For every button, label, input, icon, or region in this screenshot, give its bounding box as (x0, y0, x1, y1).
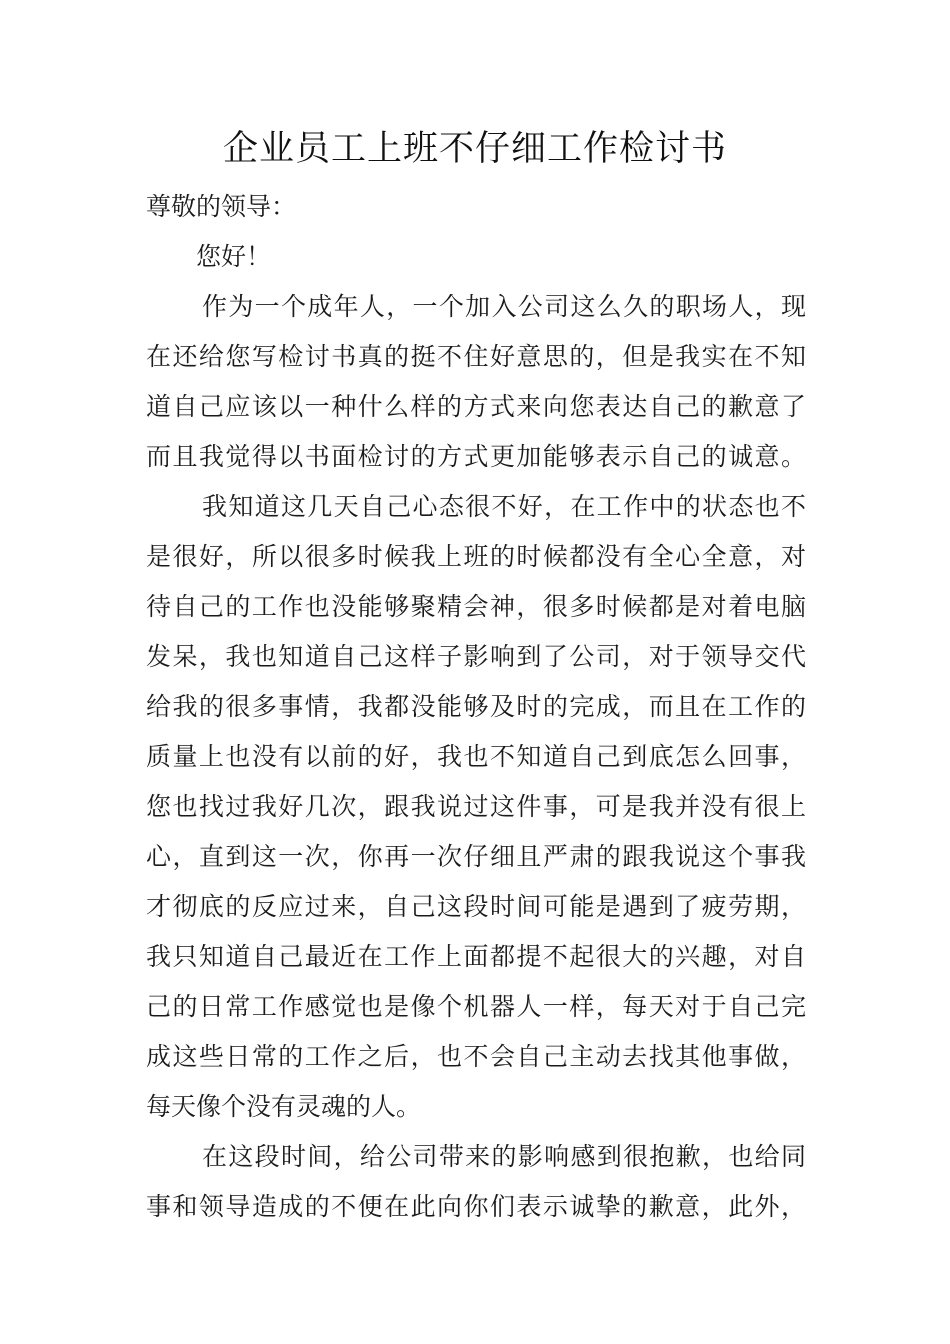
paragraph-line: 我知道这几天自己心态很不好，在工作中的状态也不 (202, 492, 806, 521)
paragraph-line: 己的日常工作感觉也是像个机器人一样，每天对于自己完 (146, 992, 806, 1021)
paragraph-line: 在这段时间，给公司带来的影响感到很抱歉，也给同 (202, 1142, 806, 1171)
document-title: 企业员工上班不仔细工作检讨书 (222, 129, 727, 169)
paragraph-line: 才彻底的反应过来，自己这段时间可能是遇到了疲劳期， (146, 892, 806, 921)
paragraph-line: 心，直到这一次，你再一次仔细且严肃的跟我说这个事我 (146, 842, 806, 871)
paragraph-3 (146, 1132, 806, 1232)
paragraph-line: 而且我觉得以书面检讨的方式更加能够表示自己的诚意。 (146, 442, 806, 471)
paragraph-line-last: 每天像个没有灵魂的人。 (146, 1092, 422, 1121)
paragraph-line: 在还给您写检讨书真的挺不住好意思的，但是我实在不知 (146, 342, 806, 371)
paragraph-line: 事和领导造成的不便在此向你们表示诚挚的歉意，此外， (146, 1192, 806, 1221)
paragraph-line: 是很好，所以很多时候我上班的时候都没有全心全意，对 (146, 542, 806, 571)
paragraph-line: 您也找过我好几次，跟我说过这件事，可是我并没有很上 (146, 792, 806, 821)
greeting: 您好！ (196, 242, 272, 271)
paragraph-line: 给我的很多事情，我都没能够及时的完成，而且在工作的 (146, 692, 806, 721)
document-body (146, 182, 806, 1232)
paragraph-line: 作为一个成年人，一个加入公司这么久的职场人，现 (202, 292, 806, 321)
paragraph-line: 成这些日常的工作之后，也不会自己主动去找其他事做， (146, 1042, 806, 1071)
salutation: 尊敬的领导： (146, 192, 297, 221)
paragraph-1 (146, 282, 806, 482)
paragraph-line: 发呆，我也知道自己这样子影响到了公司，对于领导交代 (146, 642, 806, 671)
paragraph-2 (146, 482, 806, 1132)
paragraph-line: 质量上也没有以前的好，我也不知道自己到底怎么回事， (146, 742, 806, 771)
paragraph-line: 我只知道自己最近在工作上面都提不起很大的兴趣，对自 (146, 942, 806, 971)
paragraph-line: 道自己应该以一种什么样的方式来向您表达自己的歉意了 (146, 392, 806, 421)
paragraph-line: 待自己的工作也没能够聚精会神，很多时候都是对着电脑 (146, 592, 806, 621)
